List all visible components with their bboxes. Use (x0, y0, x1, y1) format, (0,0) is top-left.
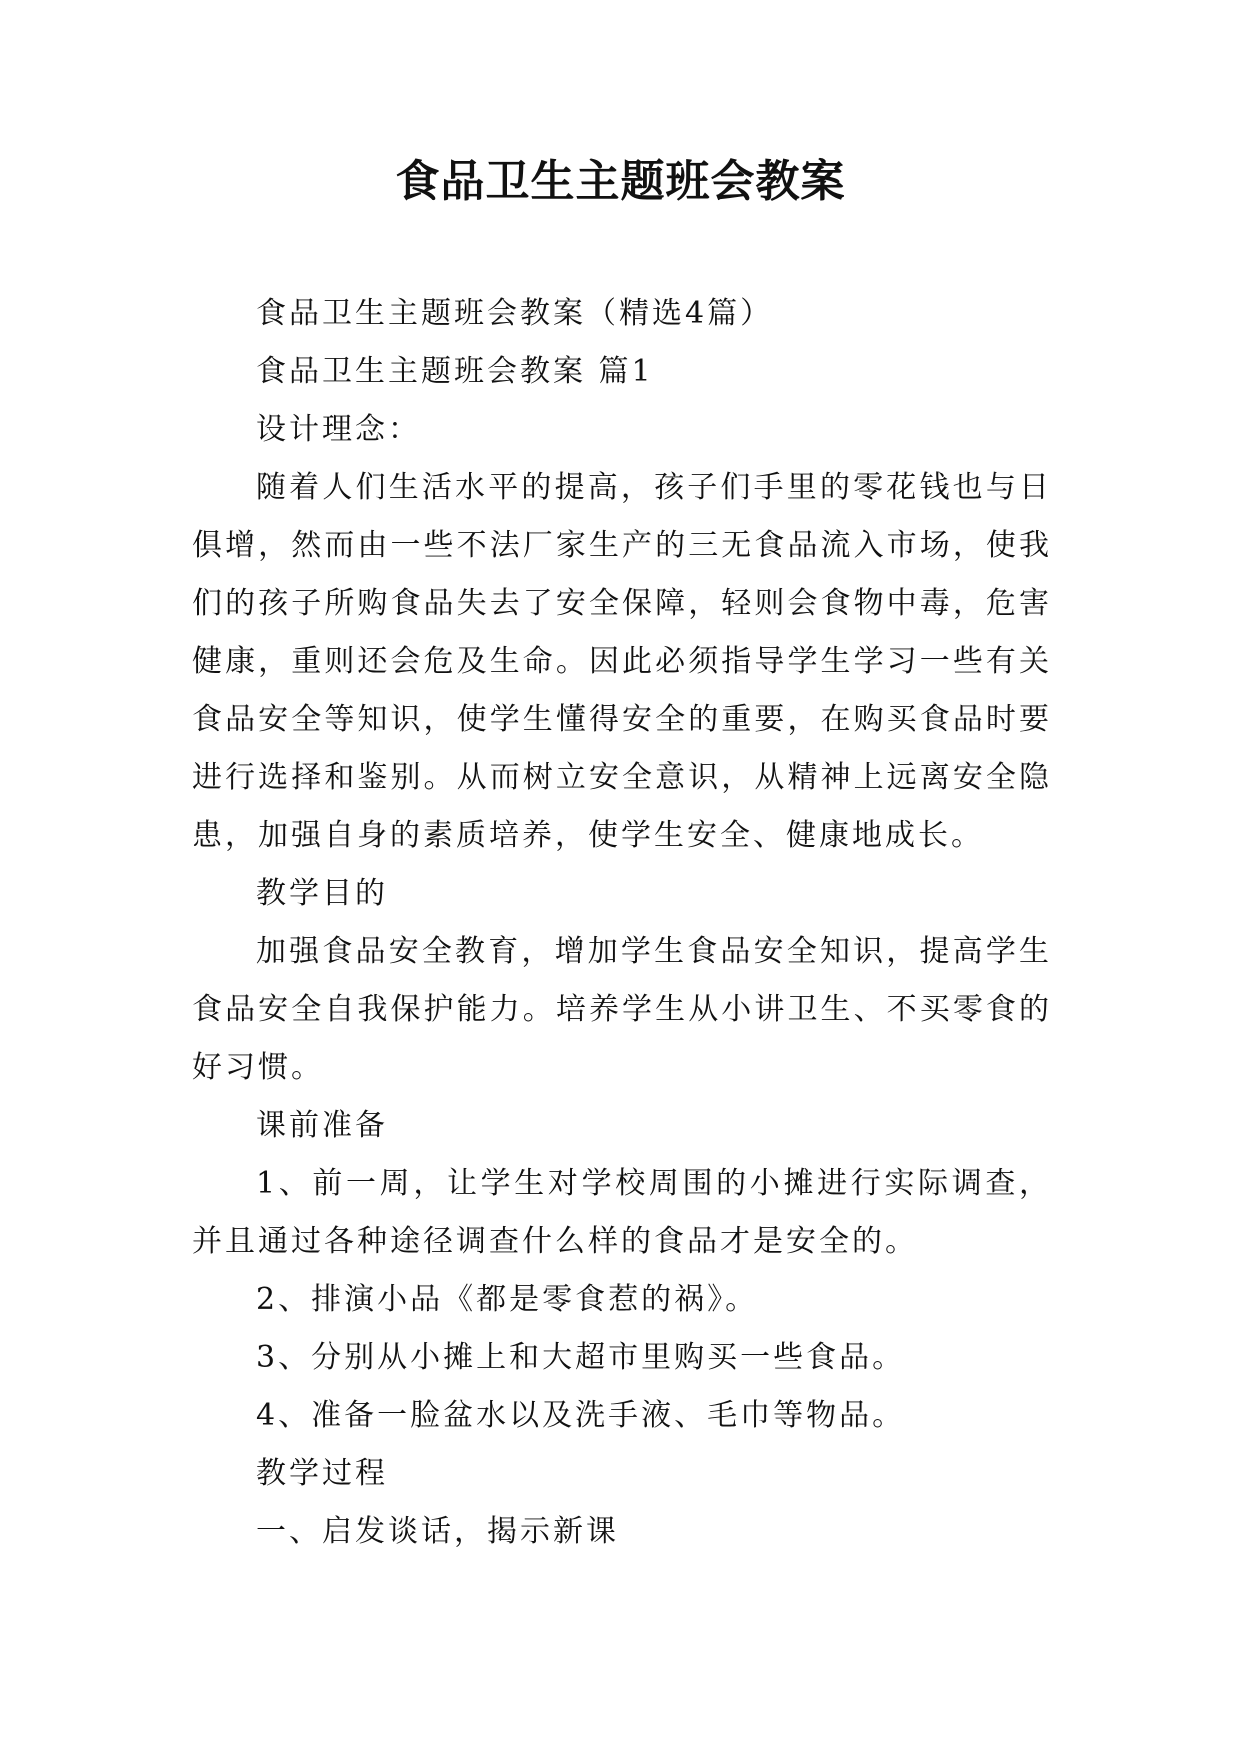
document-title: 食品卫生主题班会教案 (395, 156, 846, 207)
paragraph-preparation-item-3: 3、分别从小摊上和大超市里购买一些食品。 (256, 1340, 906, 1375)
paragraph-preparation-item-2: 2、排演小品《都是零食惹的祸》。 (256, 1282, 759, 1317)
paragraph-section-heading: 食品卫生主题班会教案 篇1 (256, 354, 654, 389)
document-body (192, 285, 1052, 1561)
paragraph-process-step-1: 一、启发谈话，揭示新课 (256, 1514, 619, 1549)
paragraph-teaching-goal-heading: 教学目的 (256, 876, 388, 911)
paragraph-subtitle: 食品卫生主题班会教案（精选4篇） (256, 296, 774, 331)
paragraph-preparation-item-4: 4、准备一脸盆水以及洗手液、毛巾等物品。 (256, 1398, 906, 1433)
paragraph-preparation-item-1: 1、前一周，让学生对学校周围的小摊进行实际调查，并且通过各种途径调查什么样的食品才是安全的。 (192, 1166, 1052, 1259)
paragraph-teaching-goal-body: 加强食品安全教育，增加学生食品安全知识，提高学生食品安全自我保护能力。培养学生从小讲卫生、不买零食的好习惯。 (192, 934, 1052, 1085)
paragraph-design-concept-body: 随着人们生活水平的提高，孩子们手里的零花钱也与日俱增，然而由一些不法厂家生产的三无食品流入市场，使我们的孩子所购食品失去了安全保障，轻则会食物中毒，危害健康，重则还会危及生命。因此必须指导学生学习一些有关食品安全等知识，使学生懂得安全的重要，在购买食品时要进行选择和鉴别。从而树立安全意识，从精神上远离安全隐患，加强自身的素质培养，使学生安全、健康地成长。 (192, 470, 1052, 853)
paragraph-design-concept-heading: 设计理念： (256, 412, 421, 447)
paragraph-preparation-heading: 课前准备 (256, 1108, 388, 1143)
paragraph-process-heading: 教学过程 (256, 1456, 388, 1491)
